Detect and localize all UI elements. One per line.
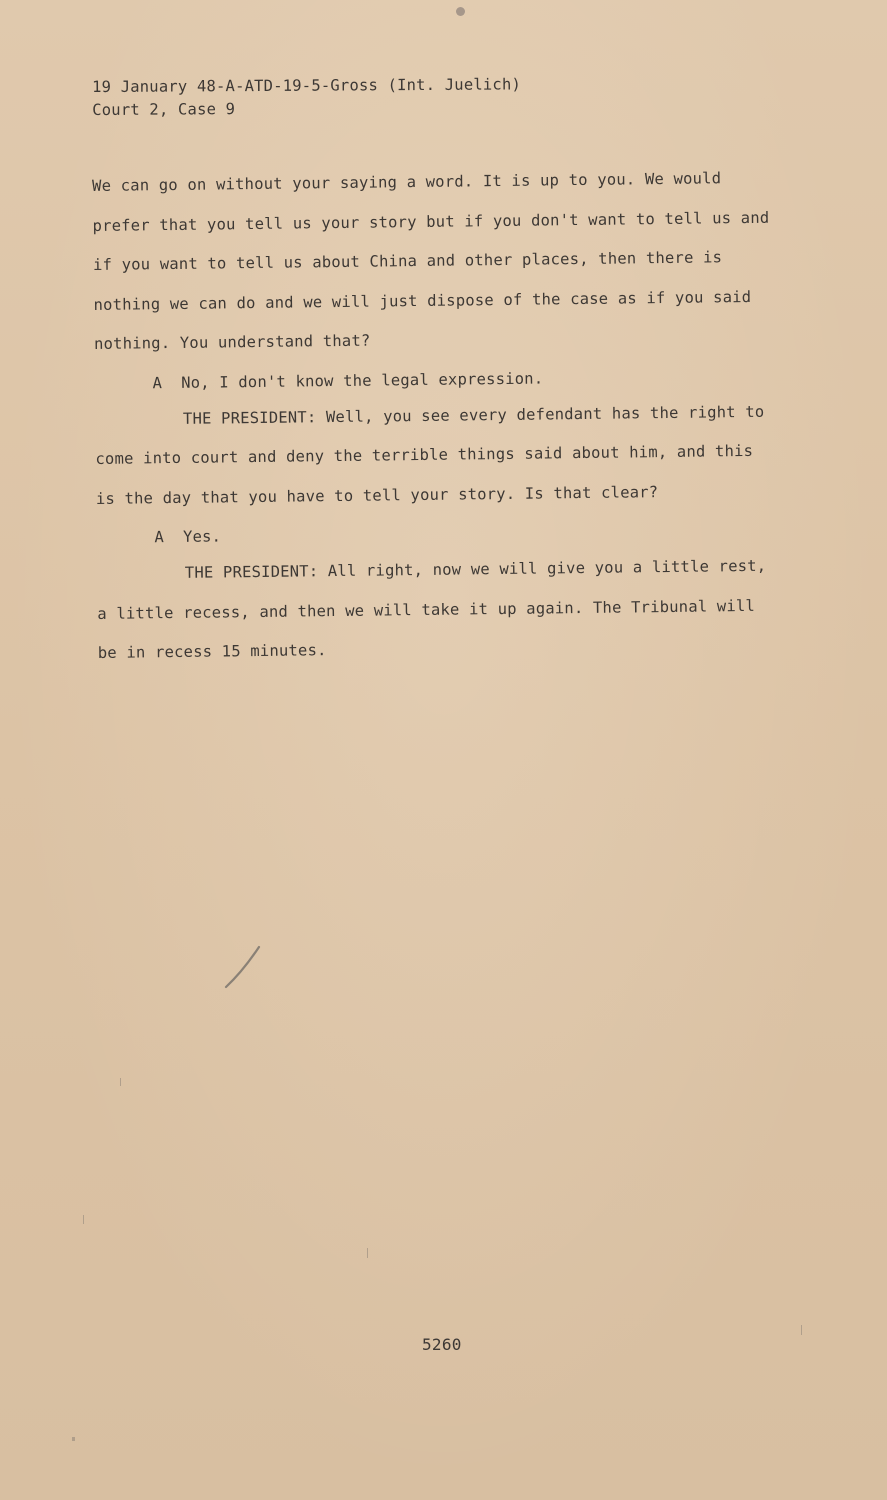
answer-line: A No, I don't know the legal expression. — [152, 369, 544, 392]
answer-line: A Yes. — [154, 527, 222, 547]
transcript-line: We can go on without your saying a word. It is up to you. We would — [92, 169, 722, 195]
president-line: THE PRESIDENT: Well, you see every defendant has the right to — [182, 402, 765, 428]
transcript-line: nothing we can do and we will just dispose of the case as if you said — [93, 287, 752, 314]
transcript-line: be in recess 15 minutes. — [97, 641, 327, 662]
paper-speck — [367, 1248, 368, 1258]
pencil-stroke-mark — [223, 945, 263, 990]
president-line: THE PRESIDENT: All right, now we will give you a little rest, — [184, 556, 767, 582]
paper-speck — [83, 1215, 84, 1224]
transcript-line: nothing. You understand that? — [93, 331, 371, 353]
header-line-date-reference: 19 January 48-A-ATD-19-5-Gross (Int. Juelich) — [92, 75, 522, 96]
document-header — [92, 73, 521, 122]
punch-hole — [456, 7, 465, 16]
header-line-court-case: Court 2, Case 9 — [92, 100, 236, 119]
page-number: 5260 — [422, 1335, 462, 1354]
transcript-body — [92, 167, 798, 682]
transcript-line: if you want to tell us about China and other places, then there is — [92, 248, 723, 274]
transcript-line: come into court and deny the terrible things said about him, and this — [95, 441, 754, 468]
paper-speck — [120, 1078, 121, 1086]
transcript-line: prefer that you tell us your story but if you don't want to tell us and — [92, 208, 770, 235]
transcript-line: a little recess, and then we will take it up again. The Tribunal will — [97, 596, 756, 623]
paper-speck — [72, 1437, 75, 1441]
paper-speck — [801, 1325, 802, 1335]
transcript-line: is the day that you have to tell your story. Is that clear? — [95, 482, 659, 508]
